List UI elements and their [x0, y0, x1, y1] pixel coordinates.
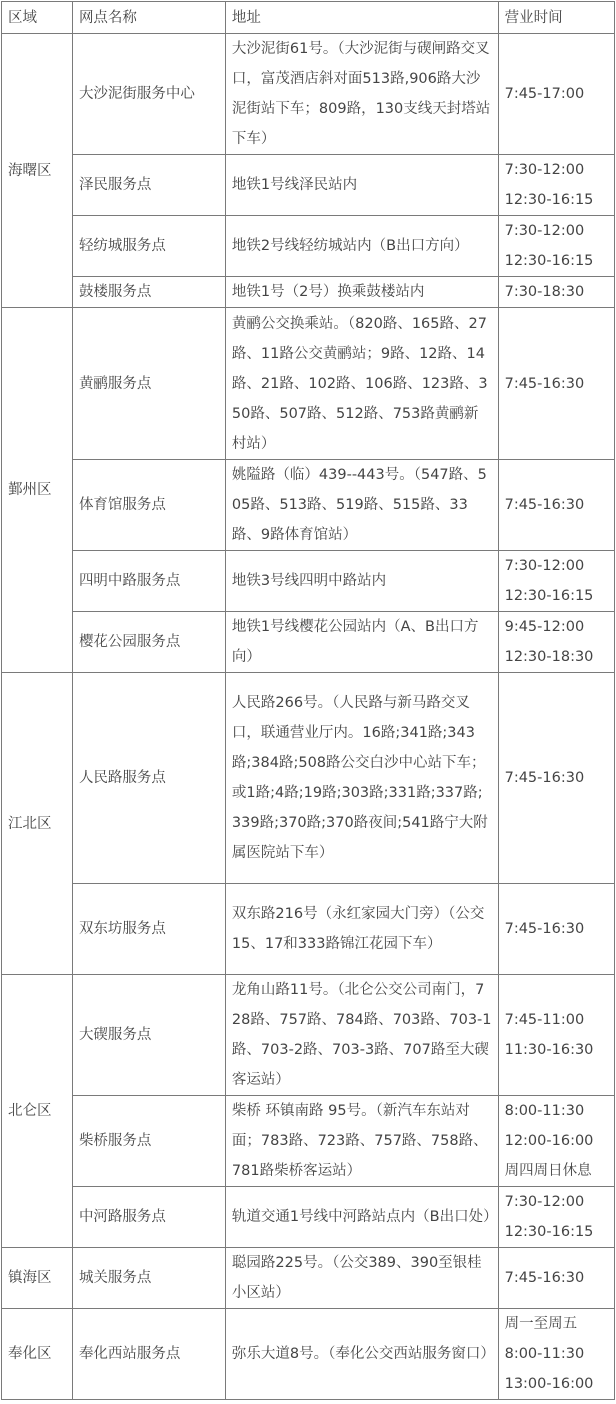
table-row [2, 277, 615, 308]
hours-line: 7:45-16:30 [504, 1270, 585, 1286]
hours-line: 13:00-16:00 [504, 1376, 594, 1392]
service-point-hours [498, 155, 614, 216]
header-region: 区域 [2, 2, 73, 34]
region-cell: 江北区 [2, 673, 73, 975]
hours-line: 7:30-12:00 [504, 558, 585, 574]
service-point-name: 人民路服务点 [72, 673, 225, 884]
service-point-hours [498, 612, 614, 673]
service-point-hours [498, 1096, 614, 1187]
hours-line: 8:00-11:30 [504, 1103, 585, 1119]
service-point-name: 黄鹂服务点 [72, 308, 225, 460]
table-row [2, 308, 615, 460]
table-row [2, 673, 615, 884]
table-row [2, 1309, 615, 1400]
service-point-hours [498, 1187, 614, 1248]
hours-line: 12:30-16:15 [504, 1224, 594, 1240]
region-cell: 奉化区 [2, 1309, 73, 1400]
service-point-hours [498, 673, 614, 884]
region-cell: 北仑区 [2, 975, 73, 1248]
hours-line: 12:30-16:15 [504, 253, 594, 269]
table-row [2, 34, 615, 155]
service-points-table [1, 1, 615, 1400]
header-address: 地址 [225, 2, 498, 34]
hours-line: 11:30-16:30 [504, 1042, 594, 1058]
hours-line: 7:45-16:30 [504, 770, 585, 786]
hours-line: 7:30-12:00 [504, 1194, 585, 1210]
region-cell: 鄞州区 [2, 308, 73, 673]
table-row [2, 1096, 615, 1187]
hours-line: 9:45-12:00 [504, 619, 585, 635]
service-point-name: 双东坊服务点 [72, 884, 225, 975]
header-name: 网点名称 [72, 2, 225, 34]
service-point-address: 双东路216号（永红家园大门旁）（公交15、17和333路锦江花园下车） [225, 884, 498, 975]
service-point-name: 中河路服务点 [72, 1187, 225, 1248]
header-row [2, 2, 615, 34]
service-point-hours [498, 216, 614, 277]
region-cell: 镇海区 [2, 1248, 73, 1309]
hours-line: 7:45-17:00 [504, 86, 585, 102]
table-row [2, 216, 615, 277]
hours-line: 7:45-11:00 [504, 1012, 585, 1028]
service-point-address: 龙角山路11号。（北仑公交公司南门，728路、757路、784路、703路、703-1路、703-2路、703-3路、707路至大碶客运站） [225, 975, 498, 1096]
service-point-hours [498, 1309, 614, 1400]
hours-line: 12:30-16:15 [504, 588, 594, 604]
service-point-address: 人民路266号。（人民路与新马路交叉口，联通营业厅内。16路;341路;343路;384路;508路公交白沙中心站下车；或1路;4路;19路;303路;331路;337路;339路;370路;370路夜间;541路宁大附属医院站下车） [225, 673, 498, 884]
service-point-name: 轻纺城服务点 [72, 216, 225, 277]
table-row [2, 612, 615, 673]
service-point-hours [498, 551, 614, 612]
service-point-address: 地铁3号线四明中路站内 [225, 551, 498, 612]
service-point-name: 柴桥服务点 [72, 1096, 225, 1187]
service-point-name: 樱花公园服务点 [72, 612, 225, 673]
service-point-address: 姚隘路（临）439--443号。（547路、505路、513路、519路、515路、33路、9路体育馆站） [225, 460, 498, 551]
service-point-hours [498, 34, 614, 155]
table-row [2, 1248, 615, 1309]
service-point-hours [498, 1248, 614, 1309]
service-point-name: 鼓楼服务点 [72, 277, 225, 308]
service-point-address: 地铁1号线泽民站内 [225, 155, 498, 216]
table-row [2, 155, 615, 216]
hours-line: 7:30-18:30 [504, 284, 585, 300]
service-point-hours [498, 308, 614, 460]
hours-line: 周一至周五 [504, 1316, 578, 1332]
service-point-address: 大沙泥街61号。（大沙泥街与碶闸路交叉口，富茂酒店斜对面513路,906路大沙泥街站下车；809路，130支线天封塔站下车） [225, 34, 498, 155]
service-point-address: 轨道交通1号线中河路站点内（B出口处） [225, 1187, 498, 1248]
hours-line: 7:30-12:00 [504, 223, 585, 239]
hours-line: 12:30-18:30 [504, 649, 594, 665]
table-row [2, 1187, 615, 1248]
table-body [2, 34, 615, 1400]
hours-line: 7:45-16:30 [504, 921, 585, 937]
service-point-name: 奉化西站服务点 [72, 1309, 225, 1400]
service-point-name: 大沙泥街服务中心 [72, 34, 225, 155]
hours-line: 12:30-16:15 [504, 192, 594, 208]
hours-line: 7:30-12:00 [504, 162, 585, 178]
hours-line: 12:00-16:00 [504, 1133, 594, 1149]
service-point-address: 黄鹂公交换乘站。（820路、165路、27路、11路公交黄鹂站；9路、12路、14路、21路、102路、106路、123路、350路、507路、512路、753路黄鹂新村站） [225, 308, 498, 460]
service-point-address: 地铁1号线樱花公园站内（A、B出口方向） [225, 612, 498, 673]
hours-line: 7:45-16:30 [504, 497, 585, 513]
hours-line: 周四周日休息 [504, 1163, 592, 1179]
service-point-name: 四明中路服务点 [72, 551, 225, 612]
service-point-name: 泽民服务点 [72, 155, 225, 216]
table-row [2, 975, 615, 1096]
service-point-address: 柴桥 环镇南路 95号。（新汽车东站对面；783路、723路、757路、758路、781路柴桥客运站） [225, 1096, 498, 1187]
service-point-address: 地铁2号线轻纺城站内（B出口方向） [225, 216, 498, 277]
service-point-name: 大碶服务点 [72, 975, 225, 1096]
service-point-name: 城关服务点 [72, 1248, 225, 1309]
header-hours: 营业时间 [498, 2, 614, 34]
service-point-name: 体育馆服务点 [72, 460, 225, 551]
service-point-address: 弥乐大道8号。（奉化公交西站服务窗口） [225, 1309, 498, 1400]
service-point-hours [498, 277, 614, 308]
service-point-hours [498, 460, 614, 551]
service-point-address: 地铁1号（2号）换乘鼓楼站内 [225, 277, 498, 308]
hours-line: 8:00-11:30 [504, 1346, 585, 1362]
table-row [2, 460, 615, 551]
region-cell: 海曙区 [2, 34, 73, 308]
service-point-address: 聪园路225号。（公交389、390至银桂小区站） [225, 1248, 498, 1309]
table-row [2, 551, 615, 612]
service-point-hours [498, 884, 614, 975]
hours-line: 7:45-16:30 [504, 375, 585, 392]
service-point-hours [498, 975, 614, 1096]
table-row [2, 884, 615, 975]
